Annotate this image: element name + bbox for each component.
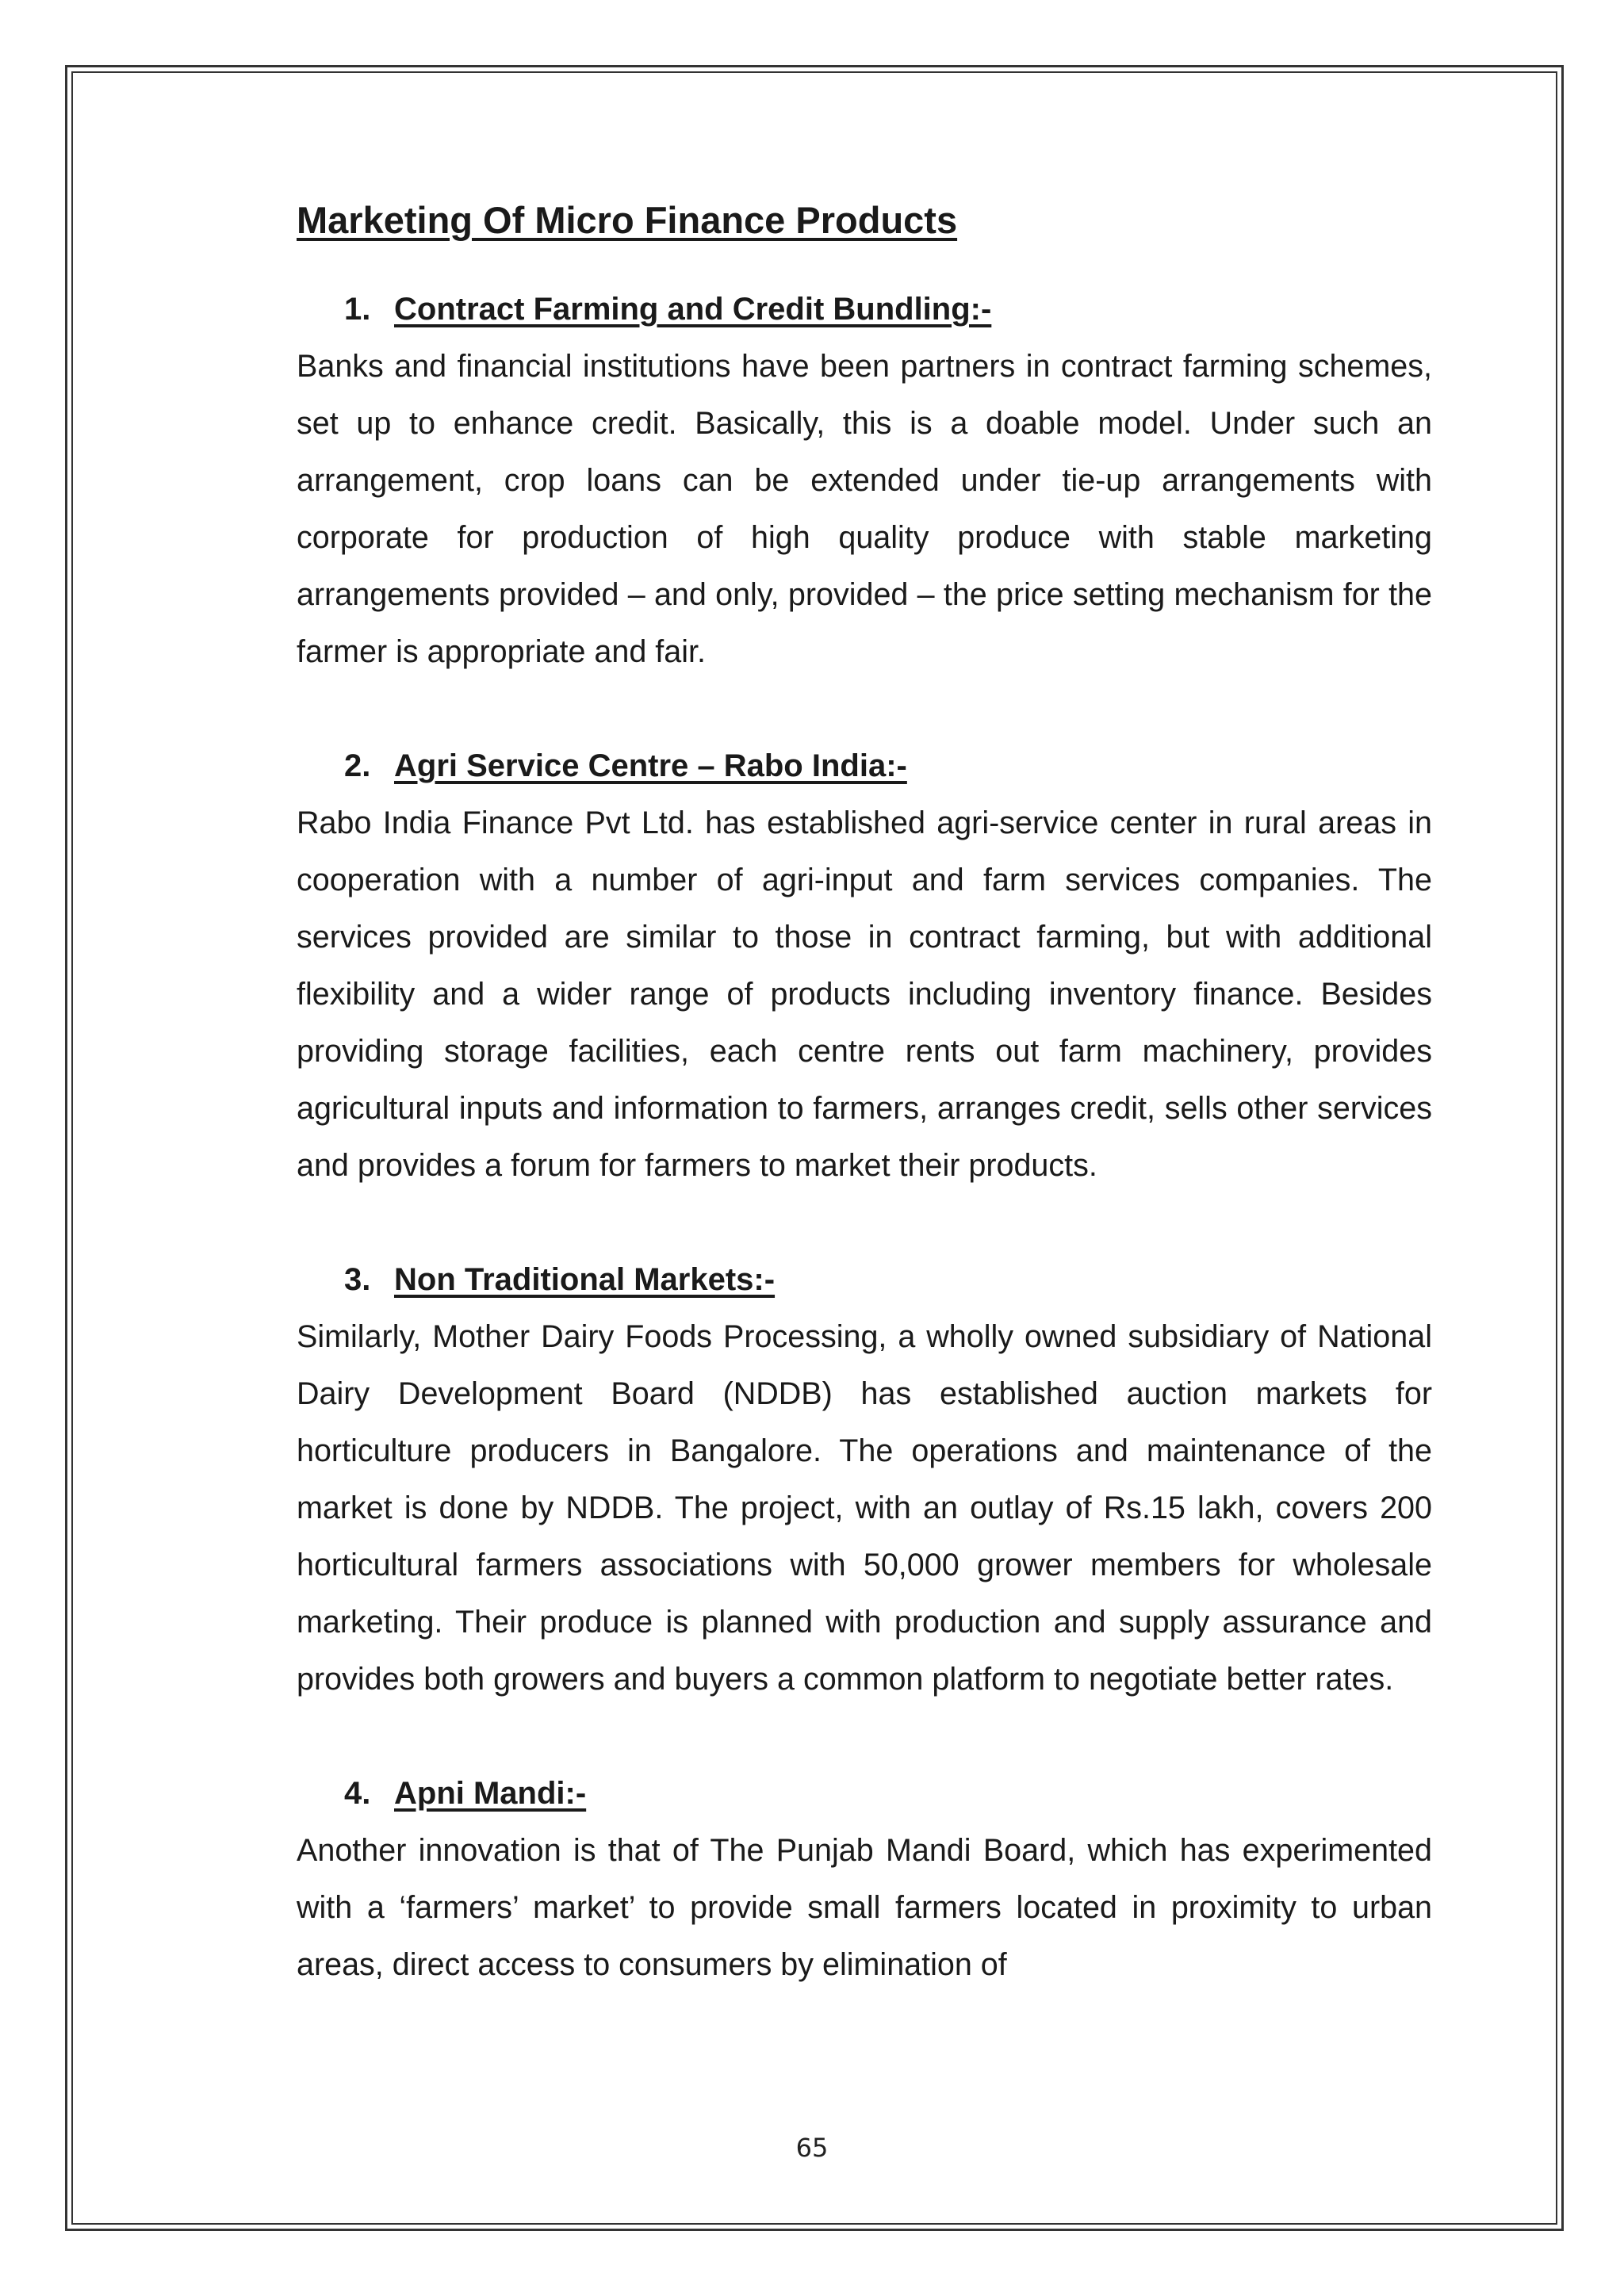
section-heading — [344, 1251, 1432, 1308]
page-number: 65 — [795, 2133, 829, 2163]
section-title: Apni Mandi:- — [394, 1776, 587, 1811]
page-title: Marketing Of Micro Finance Products — [297, 199, 958, 241]
section-number: 3. — [344, 1262, 371, 1297]
section-number: 1. — [344, 292, 371, 327]
section-body: Banks and financial institutions have been partners in contract farming schemes, set up to enhance credit. Basically, this is a doable model. Under such an arrangement, crop loans can be extended under tie-up arrangements with corporate for production of high quality produce with stable marketing arrangements provided – and only, provided – the price setting mechanism for the farmer is appropriate and fair. — [297, 349, 1432, 669]
section-apni-mandi — [297, 1765, 1432, 1993]
section-number: 4. — [344, 1776, 371, 1811]
section-non-traditional-markets — [297, 1251, 1432, 1708]
page-content — [297, 195, 1432, 1993]
section-number: 2. — [344, 748, 371, 783]
section-heading — [344, 281, 1432, 338]
section-heading — [344, 737, 1432, 794]
section-title: Non Traditional Markets:- — [394, 1262, 776, 1297]
section-heading — [344, 1765, 1432, 1822]
section-body: Similarly, Mother Dairy Foods Processing, a wholly owned subsidiary of National Dairy Development Board (NDDB) has established auction markets for horticulture producers in Bangalore. The operations and maintenance of the market is done by NDDB. The project, with an outlay of Rs.15 lakh, covers 200 horticultural farmers associations with 50,000 grower members for wholesale marketing. Their produce is planned with production and supply assurance and provides both growers and buyers a common platform to negotiate better rates. — [297, 1319, 1432, 1697]
section-body: Another innovation is that of The Punjab Mandi Board, which has experimented with a ‘farmers’ market’ to provide small farmers located in proximity to urban areas, direct access to consumers by elimination of — [297, 1833, 1432, 1982]
section-title: Contract Farming and Credit Bundling:- — [394, 292, 992, 327]
section-agri-service-centre — [297, 737, 1432, 1194]
section-title: Agri Service Centre – Rabo India:- — [394, 748, 907, 783]
section-body: Rabo India Finance Pvt Ltd. has established agri-service center in rural areas in cooperation with a number of agri-input and farm services companies. The services provided are similar to those in contract farming, but with additional flexibility and a wider range of products including inventory finance. Besides providing storage facilities, each centre rents out farm machinery, provides agricultural inputs and information to farmers, arranges credit, sells other services and provides a forum for farmers to market their products. — [297, 806, 1432, 1183]
section-contract-farming — [297, 281, 1432, 680]
